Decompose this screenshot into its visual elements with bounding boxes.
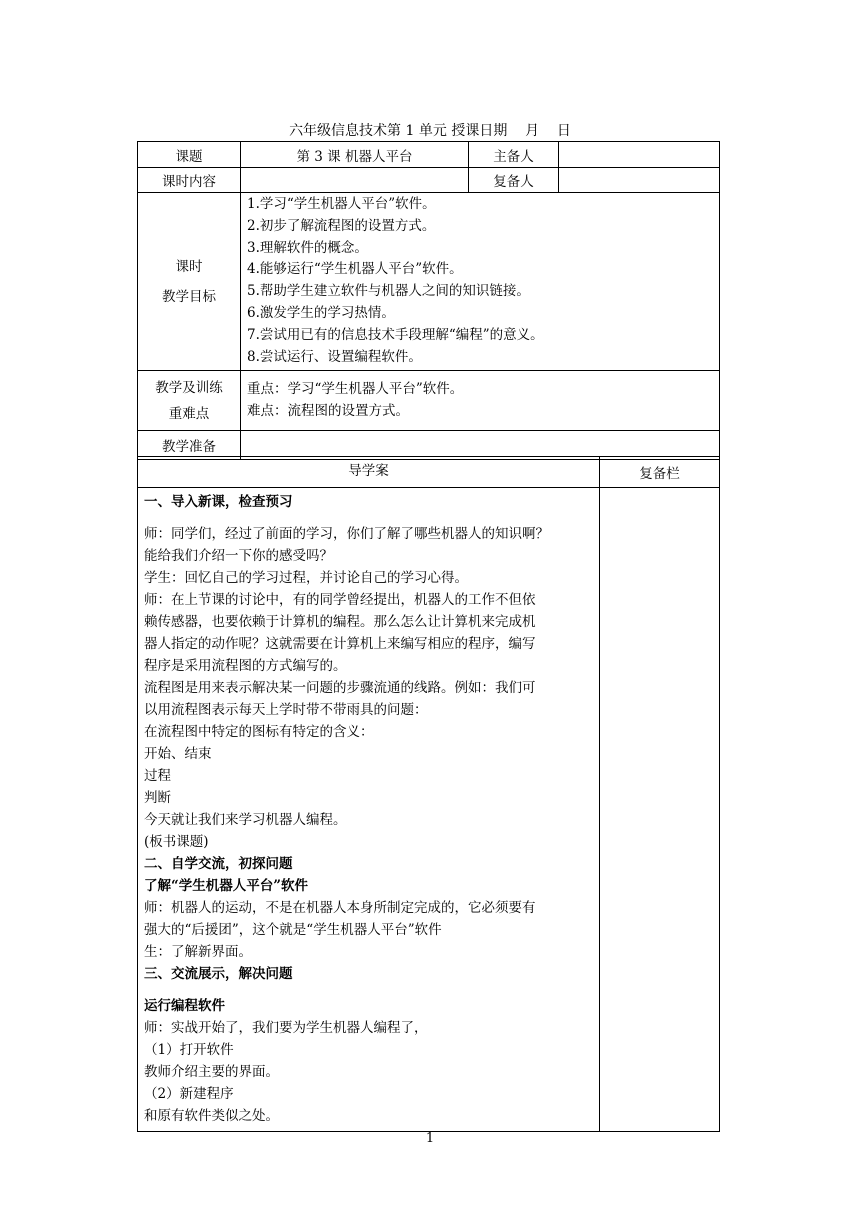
text-line: 今天就让我们来学习机器人编程。 — [144, 812, 347, 828]
keypoint-item: 难点：流程图的设置方式。 — [247, 402, 409, 419]
text-line: 判断 — [144, 790, 171, 806]
text-line: 开始、结束 — [144, 746, 212, 762]
text-line: 教师介绍主要的界面。 — [144, 1064, 279, 1080]
text-line: （2）新建程序 — [144, 1086, 234, 1102]
content-label: 课时内容 — [138, 168, 241, 193]
keypoints-label — [138, 371, 241, 431]
objective-item: 1.学习“学生机器人平台”软件。 — [247, 196, 436, 212]
text-line: 程序是采用流程图的方式编写的。 — [144, 658, 347, 674]
text-line: 能给我们介绍一下你的感受吗？ — [144, 548, 333, 564]
text-line: 师：实战开始了，我们要为学生机器人编程了， — [144, 1020, 428, 1036]
text-line: 以用流程图表示每天上学时带不带雨具的问题： — [144, 702, 428, 718]
section-heading: 三、交流展示，解决问题 — [144, 966, 293, 982]
objective-item: 8.尝试运行、设置编程软件。 — [247, 348, 422, 365]
objective-item: 7.尝试用已有的信息技术手段理解“编程”的意义。 — [247, 326, 544, 343]
objective-item: 3.理解软件的概念。 — [247, 239, 368, 256]
lesson-info-table — [137, 141, 720, 460]
guide-content — [138, 488, 600, 1132]
objective-item: 5.帮助学生建立软件与机器人之间的知识链接。 — [247, 283, 530, 300]
objective-item: 2.初步了解流程图的设置方式。 — [247, 217, 436, 234]
text-line: 赖传感器，也要依赖于计算机的编程。那么怎么让计算机来完成机 — [144, 614, 536, 630]
page-title: 六年级信息技术第 1 单元 授课日期 月 日 — [289, 123, 571, 139]
guide-header: 导学案 — [138, 457, 600, 488]
text-line: （1）打开软件 — [144, 1042, 234, 1058]
objectives-label — [138, 193, 241, 371]
objective-item: 6.激发学生的学习热情。 — [247, 304, 395, 321]
topic-value: 第 3 课 机器人平台 — [241, 142, 469, 168]
text-line: 生：了解新界面。 — [144, 944, 252, 960]
topic-label: 课题 — [138, 142, 241, 168]
text-line: 师：在上节课的讨论中，有的同学曾经提出，机器人的工作不但依 — [144, 592, 536, 608]
text-line: 学生：回忆自己的学习过程，并讨论自己的学习心得。 — [144, 570, 468, 586]
text-line: 流程图是用来表示解决某一问题的步骤流通的线路。例如：我们可 — [144, 680, 536, 696]
objectives-label-line-2: 教学目标 — [162, 288, 216, 305]
main-preparer-value — [559, 142, 720, 168]
keypoints-label-line-1: 教学及训练 — [155, 379, 223, 396]
text-line: 师：机器人的运动，不是在机器人本身所制定完成的，它必须要有 — [144, 900, 536, 916]
keypoint-item: 重点：学习“学生机器人平台”软件。 — [247, 381, 464, 398]
objective-item: 4.能够运行“学生机器人平台”软件。 — [247, 261, 463, 278]
subsection-heading: 运行编程软件 — [144, 998, 225, 1014]
text-line: 强大的“后援团”，这个就是“学生机器人平台”软件 — [144, 922, 442, 938]
text-line: 在流程图中特定的图标有特定的含义： — [144, 724, 374, 740]
guide-table — [137, 456, 720, 1132]
section-heading: 二、自学交流，初探问题 — [144, 856, 293, 872]
text-line: (板书课题) — [144, 834, 209, 850]
text-line: 和原有软件类似之处。 — [144, 1108, 279, 1124]
keypoints-list — [241, 371, 720, 431]
text-line: 师：同学们，经过了前面的学习，你们了解了哪些机器人的知识啊？ — [144, 526, 549, 542]
objectives-list — [241, 193, 720, 371]
objectives-label-line-1: 课时 — [175, 258, 203, 275]
keypoints-label-line-2: 重难点 — [168, 405, 210, 422]
main-preparer-label: 主备人 — [469, 142, 559, 168]
co-preparer-value — [559, 168, 720, 193]
content-value — [241, 168, 469, 193]
review-column — [600, 488, 720, 1132]
co-preparer-label: 复备人 — [469, 168, 559, 193]
text-line: 器人指定的动作呢？这就需要在计算机上来编写相应的程序，编写 — [144, 636, 536, 652]
text-line: 过程 — [144, 768, 171, 784]
page-number: 1 — [425, 1131, 435, 1146]
preparation-label: 教学准备 — [138, 431, 241, 460]
subsection-heading: 了解“学生机器人平台”软件 — [144, 878, 309, 894]
section-heading: 一、导入新课，检查预习 — [144, 494, 293, 510]
review-header: 复备栏 — [600, 457, 720, 488]
